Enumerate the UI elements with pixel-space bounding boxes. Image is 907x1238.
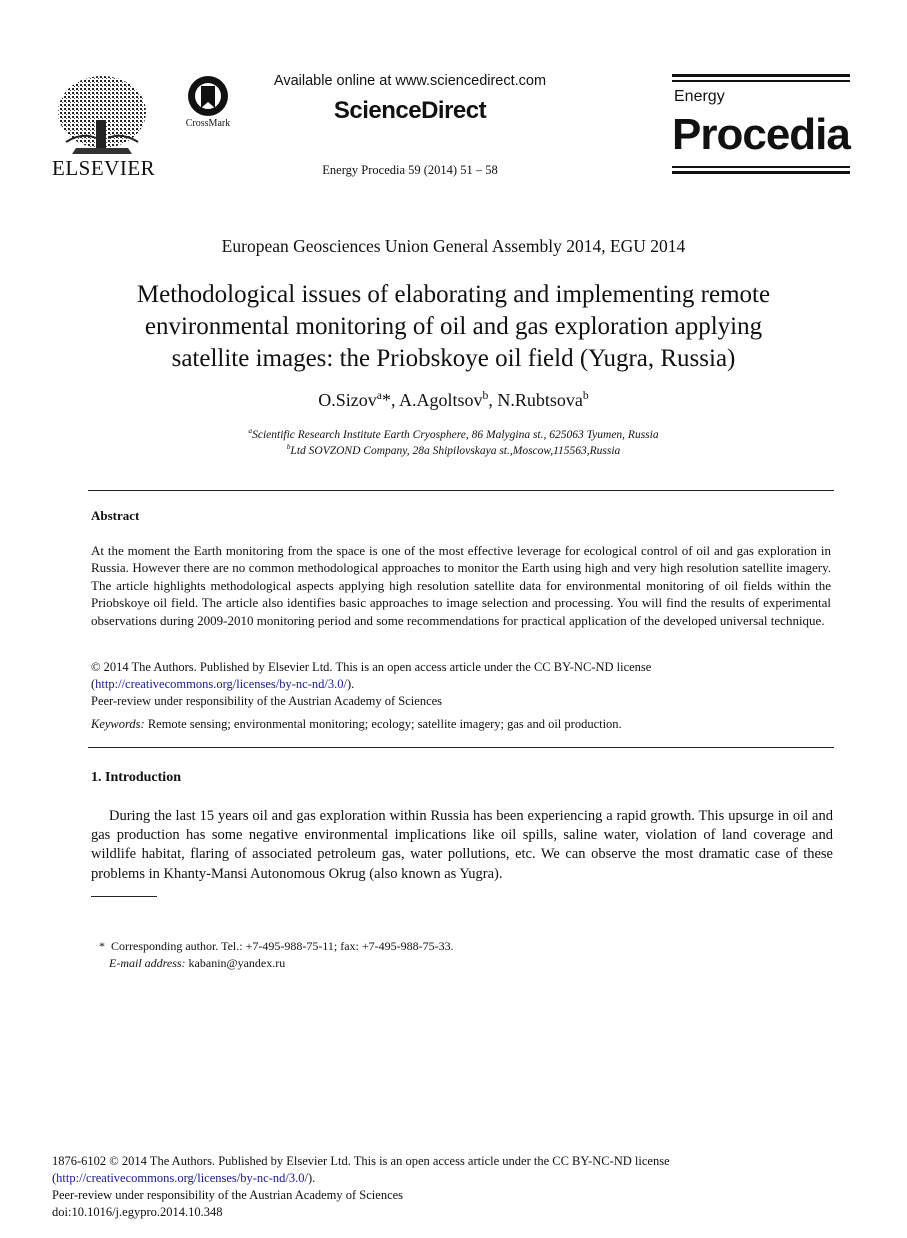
license-text: © 2014 The Authors. Published by Elsevier Ltd. This is an open access article under the CC BY-NC-ND license — [91, 660, 652, 674]
abstract-heading: Abstract — [91, 508, 140, 523]
title-line-1: Methodological issues of elaborating and implementing remote — [136, 281, 771, 308]
journal-small: Energy — [674, 88, 725, 105]
abstract-bottom-rule — [88, 747, 834, 748]
title-line-2: environmental monitoring of oil and gas exploration applying — [144, 313, 763, 340]
abstract-license — [91, 659, 831, 710]
affiliation-b: $^b$Ltd SOVZOND Company, 28a Shipilovskaya st.,Moscow,115563,Russia — [286, 442, 621, 457]
email-address[interactable]: kabanin@yandex.ru — [188, 956, 286, 970]
footer-doi[interactable]: doi:10.1016/j.egypro.2014.10.348 — [52, 1205, 223, 1219]
journal-big: Procedia — [672, 110, 850, 159]
footer-license-text: 1876-6102 © 2014 The Authors. Published by Elsevier Ltd. This is an open access article under the CC BY-NC-ND license — [52, 1154, 670, 1168]
energy-procedia-logo — [672, 74, 852, 178]
author-affil-sup: a — [376, 389, 382, 402]
author-separator: , — [488, 390, 498, 410]
page-footer — [52, 1153, 852, 1221]
license-link-line: (http://creativecommons.org/licenses/by-nc-nd/3.0/). — [91, 677, 355, 691]
paper-title — [40, 279, 867, 375]
elsevier-wordmark: ELSEVIER — [52, 156, 156, 180]
footnote-rule — [91, 896, 157, 897]
author-name: N.Rubtsova — [497, 390, 583, 410]
logo-rule-bottom-2 — [672, 171, 850, 174]
keywords — [91, 717, 831, 732]
footer-peer-review: Peer-review under responsibility of the Austrian Academy of Sciences — [52, 1188, 404, 1202]
sciencedirect-logo: ScienceDirect — [333, 97, 487, 124]
author-name: O.Sizov — [318, 390, 377, 410]
email-line — [99, 955, 799, 972]
keywords-label: Keywords: — [91, 717, 145, 731]
crossmark-label: CrossMark — [185, 118, 231, 129]
elsevier-logo — [52, 72, 156, 180]
crossmark-icon — [178, 74, 238, 118]
logo-rule-top-2 — [672, 80, 850, 82]
author-affil-sup: b — [482, 389, 489, 402]
license-link[interactable]: http://creativecommons.org/licenses/by-nc-nd/3.0/ — [95, 677, 347, 691]
email-label: E-mail address: — [109, 956, 186, 970]
corresponding-footnote — [99, 938, 799, 972]
logo-rule-top-1 — [672, 74, 850, 77]
author-list — [60, 390, 847, 411]
abstract-body: At the moment the Earth monitoring from the space is one of the most effective leverage for ecological control of oil and gas exploration in Russia. However there are no common methodological approaches to monitor the Earth using high and very high resolution satellite imagery. The article highlights methodological aspects applying high resolution satellite data for environmental monitoring of oil fields within the Priobskoye oil field. The article also identifies basic approaches to image selection and processing. You will find the results of experimental observations during 2009-2010 monitoring period and some recommendations for practical application of the developed universal technique. — [91, 543, 831, 628]
author-separator: *, — [381, 390, 399, 410]
affiliation-a: $^a$Scientific Research Institute Earth Cryosphere, 86 Malygina st., 625063 Tyumen, Russia — [248, 426, 659, 441]
author-name: A.Agoltsov — [399, 390, 483, 410]
journal-citation: Energy Procedia 59 (2014) 51 – 58 — [322, 163, 498, 177]
peer-review-text: Peer-review under responsibility of the Austrian Academy of Sciences — [91, 694, 443, 708]
keywords-list: Remote sensing; environmental monitoring; ecology; satellite imagery; gas and oil production. — [147, 717, 622, 731]
logo-rule-bottom-1 — [672, 166, 850, 168]
elsevier-tree-icon — [52, 72, 152, 158]
title-line-3: satellite images: the Priobskoye oil field (Yugra, Russia) — [171, 345, 736, 372]
conference-name: European Geosciences Union General Assembly 2014, EGU 2014 — [221, 236, 686, 256]
author-affil-sup: b — [582, 389, 589, 402]
introduction-body: During the last 15 years oil and gas exploration within Russia has been experiencing a rapid growth. This upsurge in oil and gas production has some negative environmental implications like oil spills, saline water, violation of land coverage and wildlife habitat, flaring of associated petroleum gas, water pollutions, etc. We can observe the most dramatic case of these problems in Khanty-Mansi Autonomous Okrug (also known as Yugra). — [91, 808, 833, 882]
introduction-heading: 1. Introduction — [91, 770, 181, 785]
available-online: Available online at www.sciencedirect.com — [273, 73, 547, 89]
abstract-top-rule — [88, 490, 834, 491]
footer-license-link[interactable]: http://creativecommons.org/licenses/by-nc-nd/3.0/ — [56, 1171, 308, 1185]
crossmark-badge[interactable] — [178, 74, 238, 134]
corresponding-author-line: * Corresponding author. Tel.: +7-495-988-75-11; fax: +7-495-988-75-33. — [99, 939, 454, 953]
footer-link-line: (http://creativecommons.org/licenses/by-nc-nd/3.0/). — [52, 1171, 316, 1185]
affiliations — [60, 427, 847, 459]
